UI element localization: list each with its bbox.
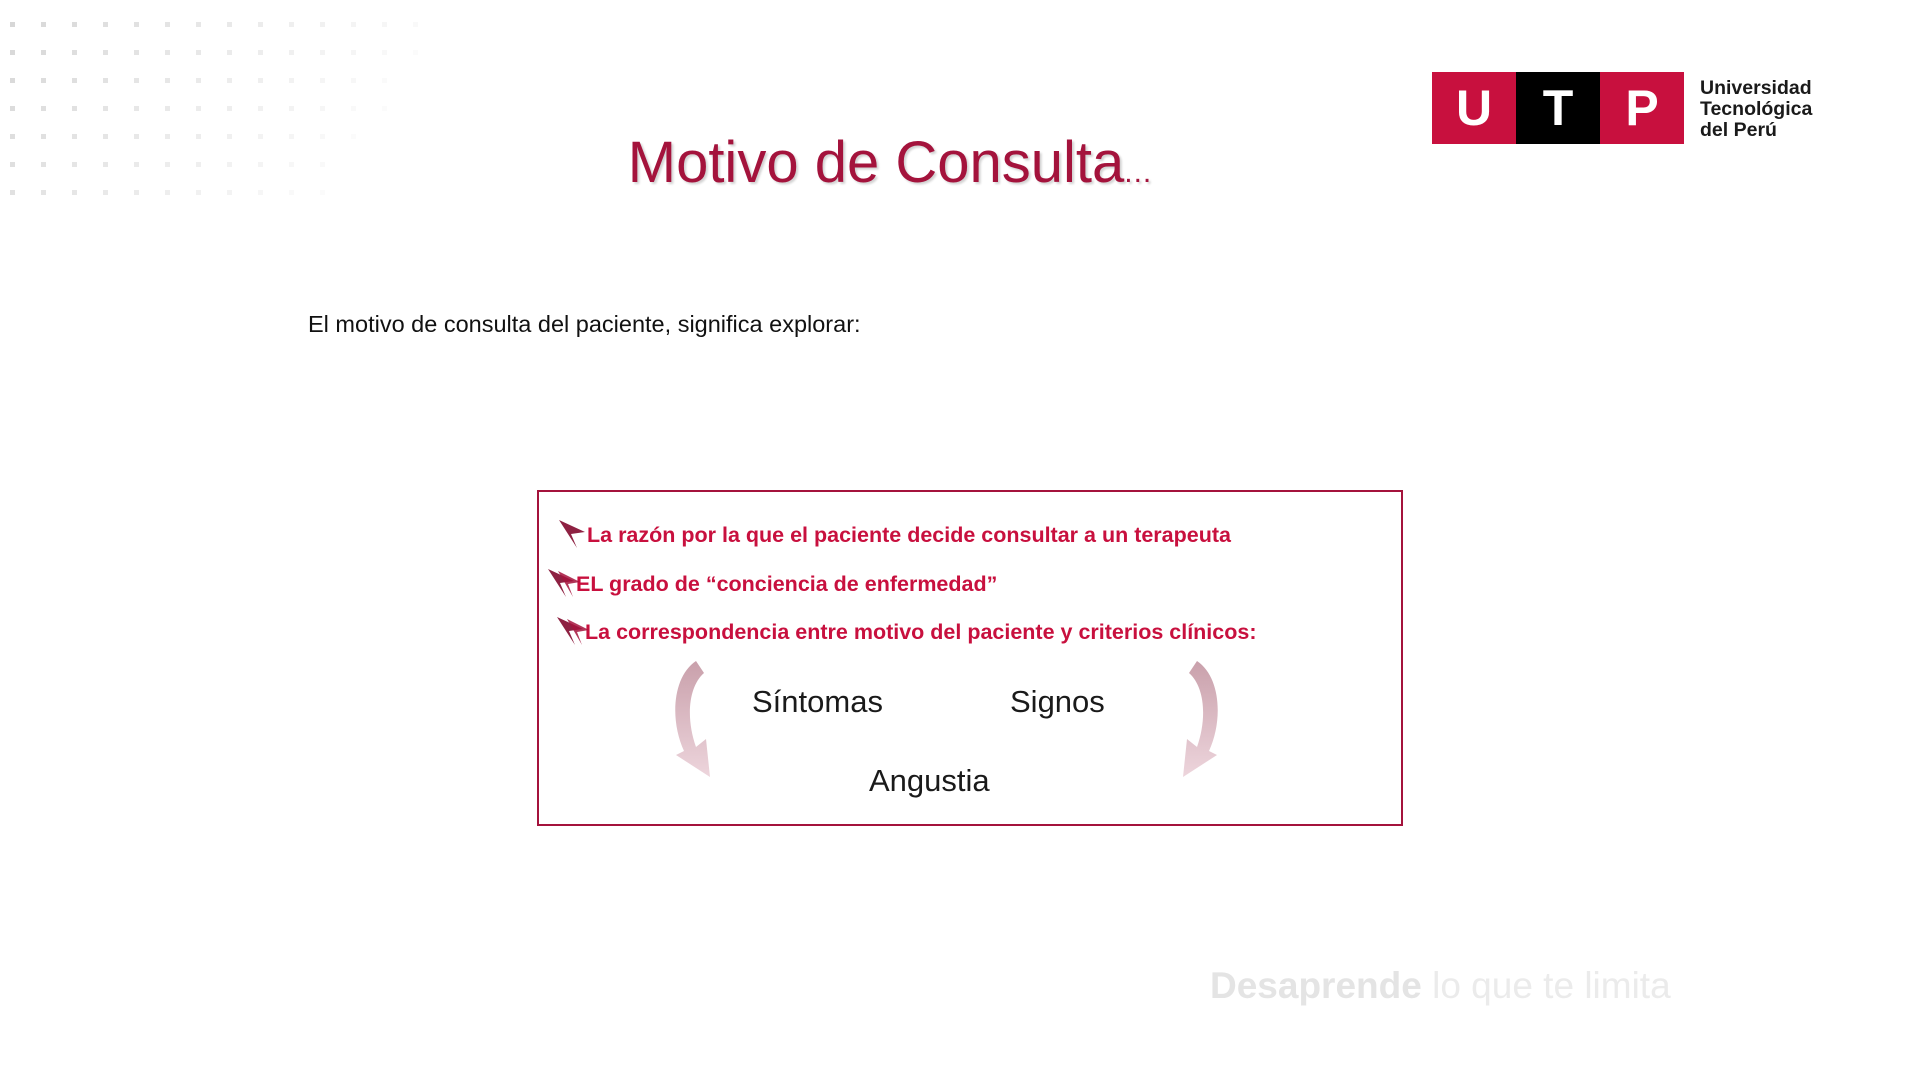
grid-dot [134, 50, 139, 55]
bullet-item-3 [585, 620, 1257, 645]
intro-text: El motivo de consulta del paciente, significa explorar: [308, 311, 861, 337]
logo-wordmark-line1: Universidad [1700, 77, 1812, 99]
grid-dot [351, 106, 356, 111]
grid-dot [165, 134, 170, 139]
grid-dot [72, 50, 77, 55]
logo-letter-t: T [1516, 72, 1600, 144]
grid-dot [10, 78, 15, 83]
slide-title-ellipsis: ... [1124, 156, 1153, 189]
curved-arrow-left-icon [666, 655, 736, 790]
grid-dot [72, 22, 77, 27]
footer-slogan [1210, 965, 1671, 1007]
grid-dot [103, 22, 108, 27]
grid-dot [10, 190, 15, 195]
grid-dot [134, 106, 139, 111]
utp-logo-mark [1432, 72, 1684, 144]
grid-dot [320, 78, 325, 83]
arrow-bullet-icon [555, 615, 595, 649]
grid-dot [103, 50, 108, 55]
grid-dot [382, 106, 387, 111]
grid-dot [196, 134, 201, 139]
slide-title-text: Motivo de Consulta [627, 130, 1125, 195]
grid-dot [258, 134, 263, 139]
logo-letter-p: P [1600, 72, 1684, 144]
grid-dot [134, 22, 139, 27]
grid-dot [41, 78, 46, 83]
grid-dot [227, 50, 232, 55]
grid-dot [289, 22, 294, 27]
grid-dot [196, 162, 201, 167]
grid-dot [382, 50, 387, 55]
grid-dot [165, 50, 170, 55]
grid-dot [196, 50, 201, 55]
grid-dot [289, 106, 294, 111]
logo-wordmark-line3: del Perú [1700, 119, 1777, 141]
grid-dot [320, 106, 325, 111]
grid-dot [320, 22, 325, 27]
grid-dot [134, 134, 139, 139]
logo-letter-u: U [1432, 72, 1516, 144]
grid-dot [196, 22, 201, 27]
bullet-item-2-label: EL grado de “conciencia de enfermedad” [576, 572, 998, 596]
grid-dot [103, 106, 108, 111]
grid-dot [10, 22, 15, 27]
grid-dot [134, 162, 139, 167]
grid-dot [258, 22, 263, 27]
bullet-item-2 [576, 572, 997, 597]
grid-dot [41, 22, 46, 27]
grid-dot [196, 78, 201, 83]
grid-dot [258, 162, 263, 167]
bullet-item-3-label: La correspondencia entre motivo del paciente y criterios clínicos: [585, 620, 1257, 644]
grid-dot [320, 162, 325, 167]
footer-slogan-bold: Desaprende [1210, 965, 1422, 1006]
content-box [537, 490, 1403, 826]
grid-dot [320, 50, 325, 55]
grid-dot [382, 78, 387, 83]
grid-dot [320, 190, 325, 195]
grid-dot [227, 22, 232, 27]
grid-dot [10, 162, 15, 167]
grid-dot [41, 106, 46, 111]
grid-dot [72, 106, 77, 111]
bullet-item-1 [587, 523, 1231, 548]
grid-dot [227, 78, 232, 83]
grid-dot [320, 134, 325, 139]
grid-dot [41, 134, 46, 139]
grid-dot [413, 50, 418, 55]
grid-dot [103, 190, 108, 195]
grid-dot [10, 106, 15, 111]
grid-dot [289, 190, 294, 195]
grid-dot [351, 134, 356, 139]
arrow-bullet-icon [546, 567, 586, 601]
logo-wordmark-line2: Tecnológica [1700, 98, 1813, 120]
utp-logo [1432, 72, 1852, 152]
grid-dot [103, 134, 108, 139]
grid-dot [227, 162, 232, 167]
grid-dot [41, 50, 46, 55]
grid-dot [196, 106, 201, 111]
grid-dot [258, 190, 263, 195]
grid-dot [10, 134, 15, 139]
grid-dot [289, 134, 294, 139]
slide-title [360, 128, 1420, 208]
grid-dot [72, 162, 77, 167]
grid-dot [72, 78, 77, 83]
grid-dot [41, 190, 46, 195]
grid-dot [258, 50, 263, 55]
grid-dot [165, 162, 170, 167]
grid-dot [227, 134, 232, 139]
grid-dot [351, 22, 356, 27]
grid-dot [289, 50, 294, 55]
grid-dot [10, 50, 15, 55]
grid-dot [72, 134, 77, 139]
grid-dot [72, 190, 77, 195]
grid-dot [351, 78, 356, 83]
bullet-item-1-label: La razón por la que el paciente decide consultar a un terapeuta [587, 523, 1231, 547]
grid-dot [134, 190, 139, 195]
word-angustia: Angustia [869, 763, 990, 798]
grid-dot [227, 190, 232, 195]
grid-dot [382, 22, 387, 27]
grid-dot [134, 78, 139, 83]
grid-dot [103, 78, 108, 83]
grid-dot [258, 78, 263, 83]
grid-dot [103, 162, 108, 167]
grid-dot [258, 106, 263, 111]
grid-dot [227, 106, 232, 111]
word-signos: Signos [1010, 684, 1105, 719]
grid-dot [165, 22, 170, 27]
word-sintomas: Síntomas [752, 684, 883, 719]
grid-dot [289, 162, 294, 167]
grid-dot [165, 190, 170, 195]
grid-dot [165, 106, 170, 111]
grid-dot [165, 78, 170, 83]
logo-wordmark [1700, 78, 1812, 141]
grid-dot [351, 50, 356, 55]
grid-dot [196, 190, 201, 195]
arrow-bullet-icon [557, 518, 597, 552]
footer-slogan-light: lo que te limita [1421, 965, 1671, 1006]
grid-dot [413, 22, 418, 27]
grid-dot [41, 162, 46, 167]
grid-dot [289, 78, 294, 83]
curved-arrow-right-icon [1157, 655, 1227, 790]
